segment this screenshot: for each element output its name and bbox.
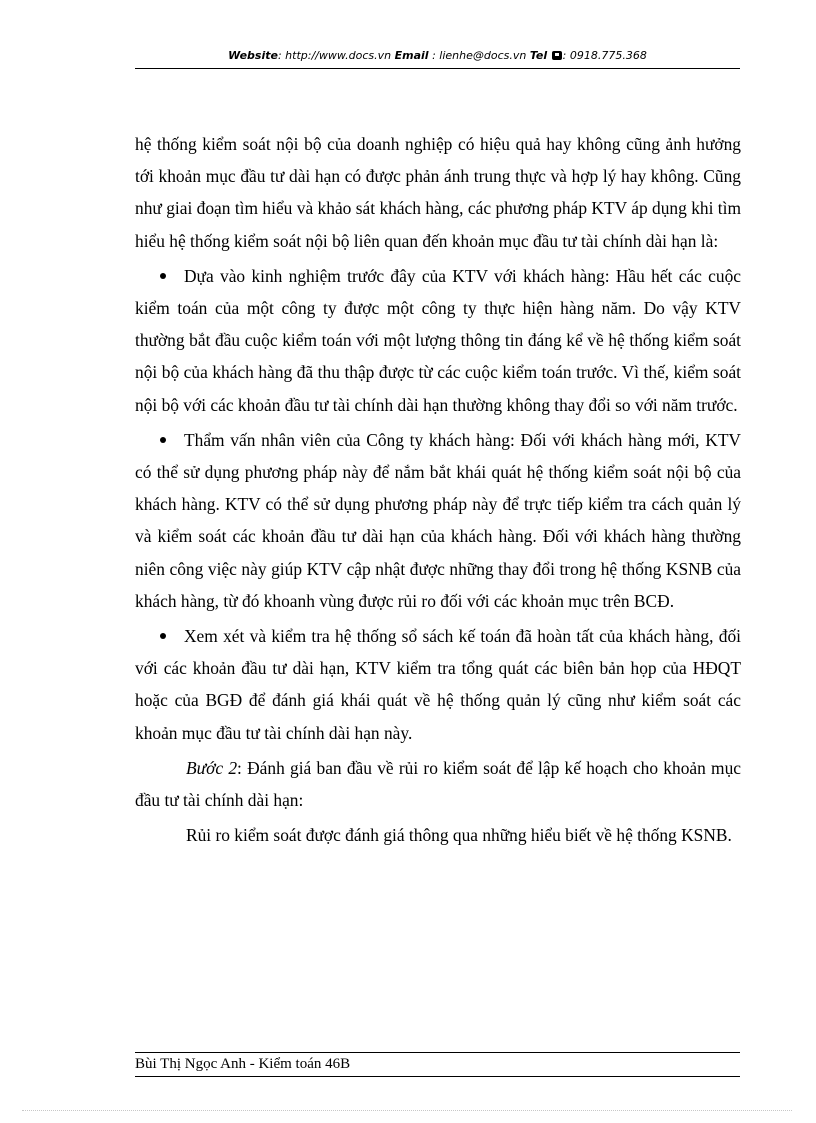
bullet-text: Thẩm vấn nhân viên của Công ty khách hàng: Đối với khách hàng mới, KTV có thể sử dụng phương pháp này để nắm bắt khái quát hệ thống kiểm soát nội bộ của khách hàng. KTV có thể sử dụng phương pháp này để trực tiếp kiểm tra cách quản lý và kiểm soát các khoản đầu tư dài hạn của khách hàng. Đối với khách hàng thường niên công việc này giúp KTV cập nhật được những thay đổi trong hệ thống KSNB của khách hàng, từ đó khoanh vùng được rủi ro đối với các khoản mục trên BCĐ. (135, 429, 741, 611)
step-text: : Đánh giá ban đầu về rủi ro kiểm soát để lập kế hoạch cho khoản mục đầu tư tài chính dài hạn: (135, 757, 741, 811)
website-label: Website (228, 49, 278, 62)
phone-icon (552, 51, 562, 60)
bullet-item (135, 424, 741, 617)
bullet-dot-icon (160, 633, 166, 639)
document-body (135, 128, 741, 851)
tel-label: Tel (529, 49, 548, 62)
bullet-dot-icon (160, 273, 166, 279)
email-value: : lienhe@docs.vn (432, 49, 527, 62)
footer-author: Bùi Thị Ngọc Anh - Kiểm toán 46B (135, 1056, 351, 1072)
tel-value: : 0918.775.368 (562, 49, 647, 62)
intro-paragraph: hệ thống kiểm soát nội bộ của doanh nghiệp có hiệu quả hay không cũng ảnh hưởng tới khoản mục đầu tư dài hạn có được phản ánh trung thực và hợp lý hay không. Cũng như giai đoạn tìm hiểu và khảo sát khách hàng, các phương pháp KTV áp dụng khi tìm hiểu hệ thống kiểm soát nội bộ liên quan đến khoản mục đầu tư tài chính dài hạn là: (135, 134, 741, 251)
step-paragraph (135, 752, 741, 816)
bullet-dot-icon (160, 437, 166, 443)
page-edge-divider (22, 1110, 792, 1111)
website-value: : http://www.docs.vn (277, 49, 392, 62)
closing-paragraph: Rủi ro kiểm soát được đánh giá thông qua những hiểu biết về hệ thống KSNB. (186, 825, 732, 846)
email-label: Email (394, 49, 429, 62)
bullet-item (135, 260, 741, 421)
page-header (135, 46, 740, 69)
bullet-text: Dựa vào kinh nghiệm trước đây của KTV với khách hàng: Hầu hết các cuộc kiểm toán của một công ty được một công ty thực hiện hàng năm. Do vậy KTV thường bắt đầu cuộc kiểm toán với một lượng thông tin đáng kể về hệ thống kiểm soát nội bộ của khách hàng đã thu thập được từ các cuộc kiểm toán trước. Vì thế, kiểm soát nội bộ với các khoản đầu tư tài chính dài hạn thường không thay đổi so với năm trước. (135, 265, 741, 415)
bullet-text: Xem xét và kiểm tra hệ thống sổ sách kế toán đã hoàn tất của khách hàng, đối với các khoản đầu tư dài hạn, KTV kiểm tra tổng quát các biên bản họp của HĐQT hoặc của BGĐ để đánh giá khái quát về hệ thống quản lý cũng như kiểm soát các khoản mục đầu tư tài chính dài hạn này. (135, 626, 741, 743)
bullet-item (135, 620, 741, 749)
page-footer (135, 1052, 740, 1077)
step-label: Bước 2 (186, 757, 238, 778)
